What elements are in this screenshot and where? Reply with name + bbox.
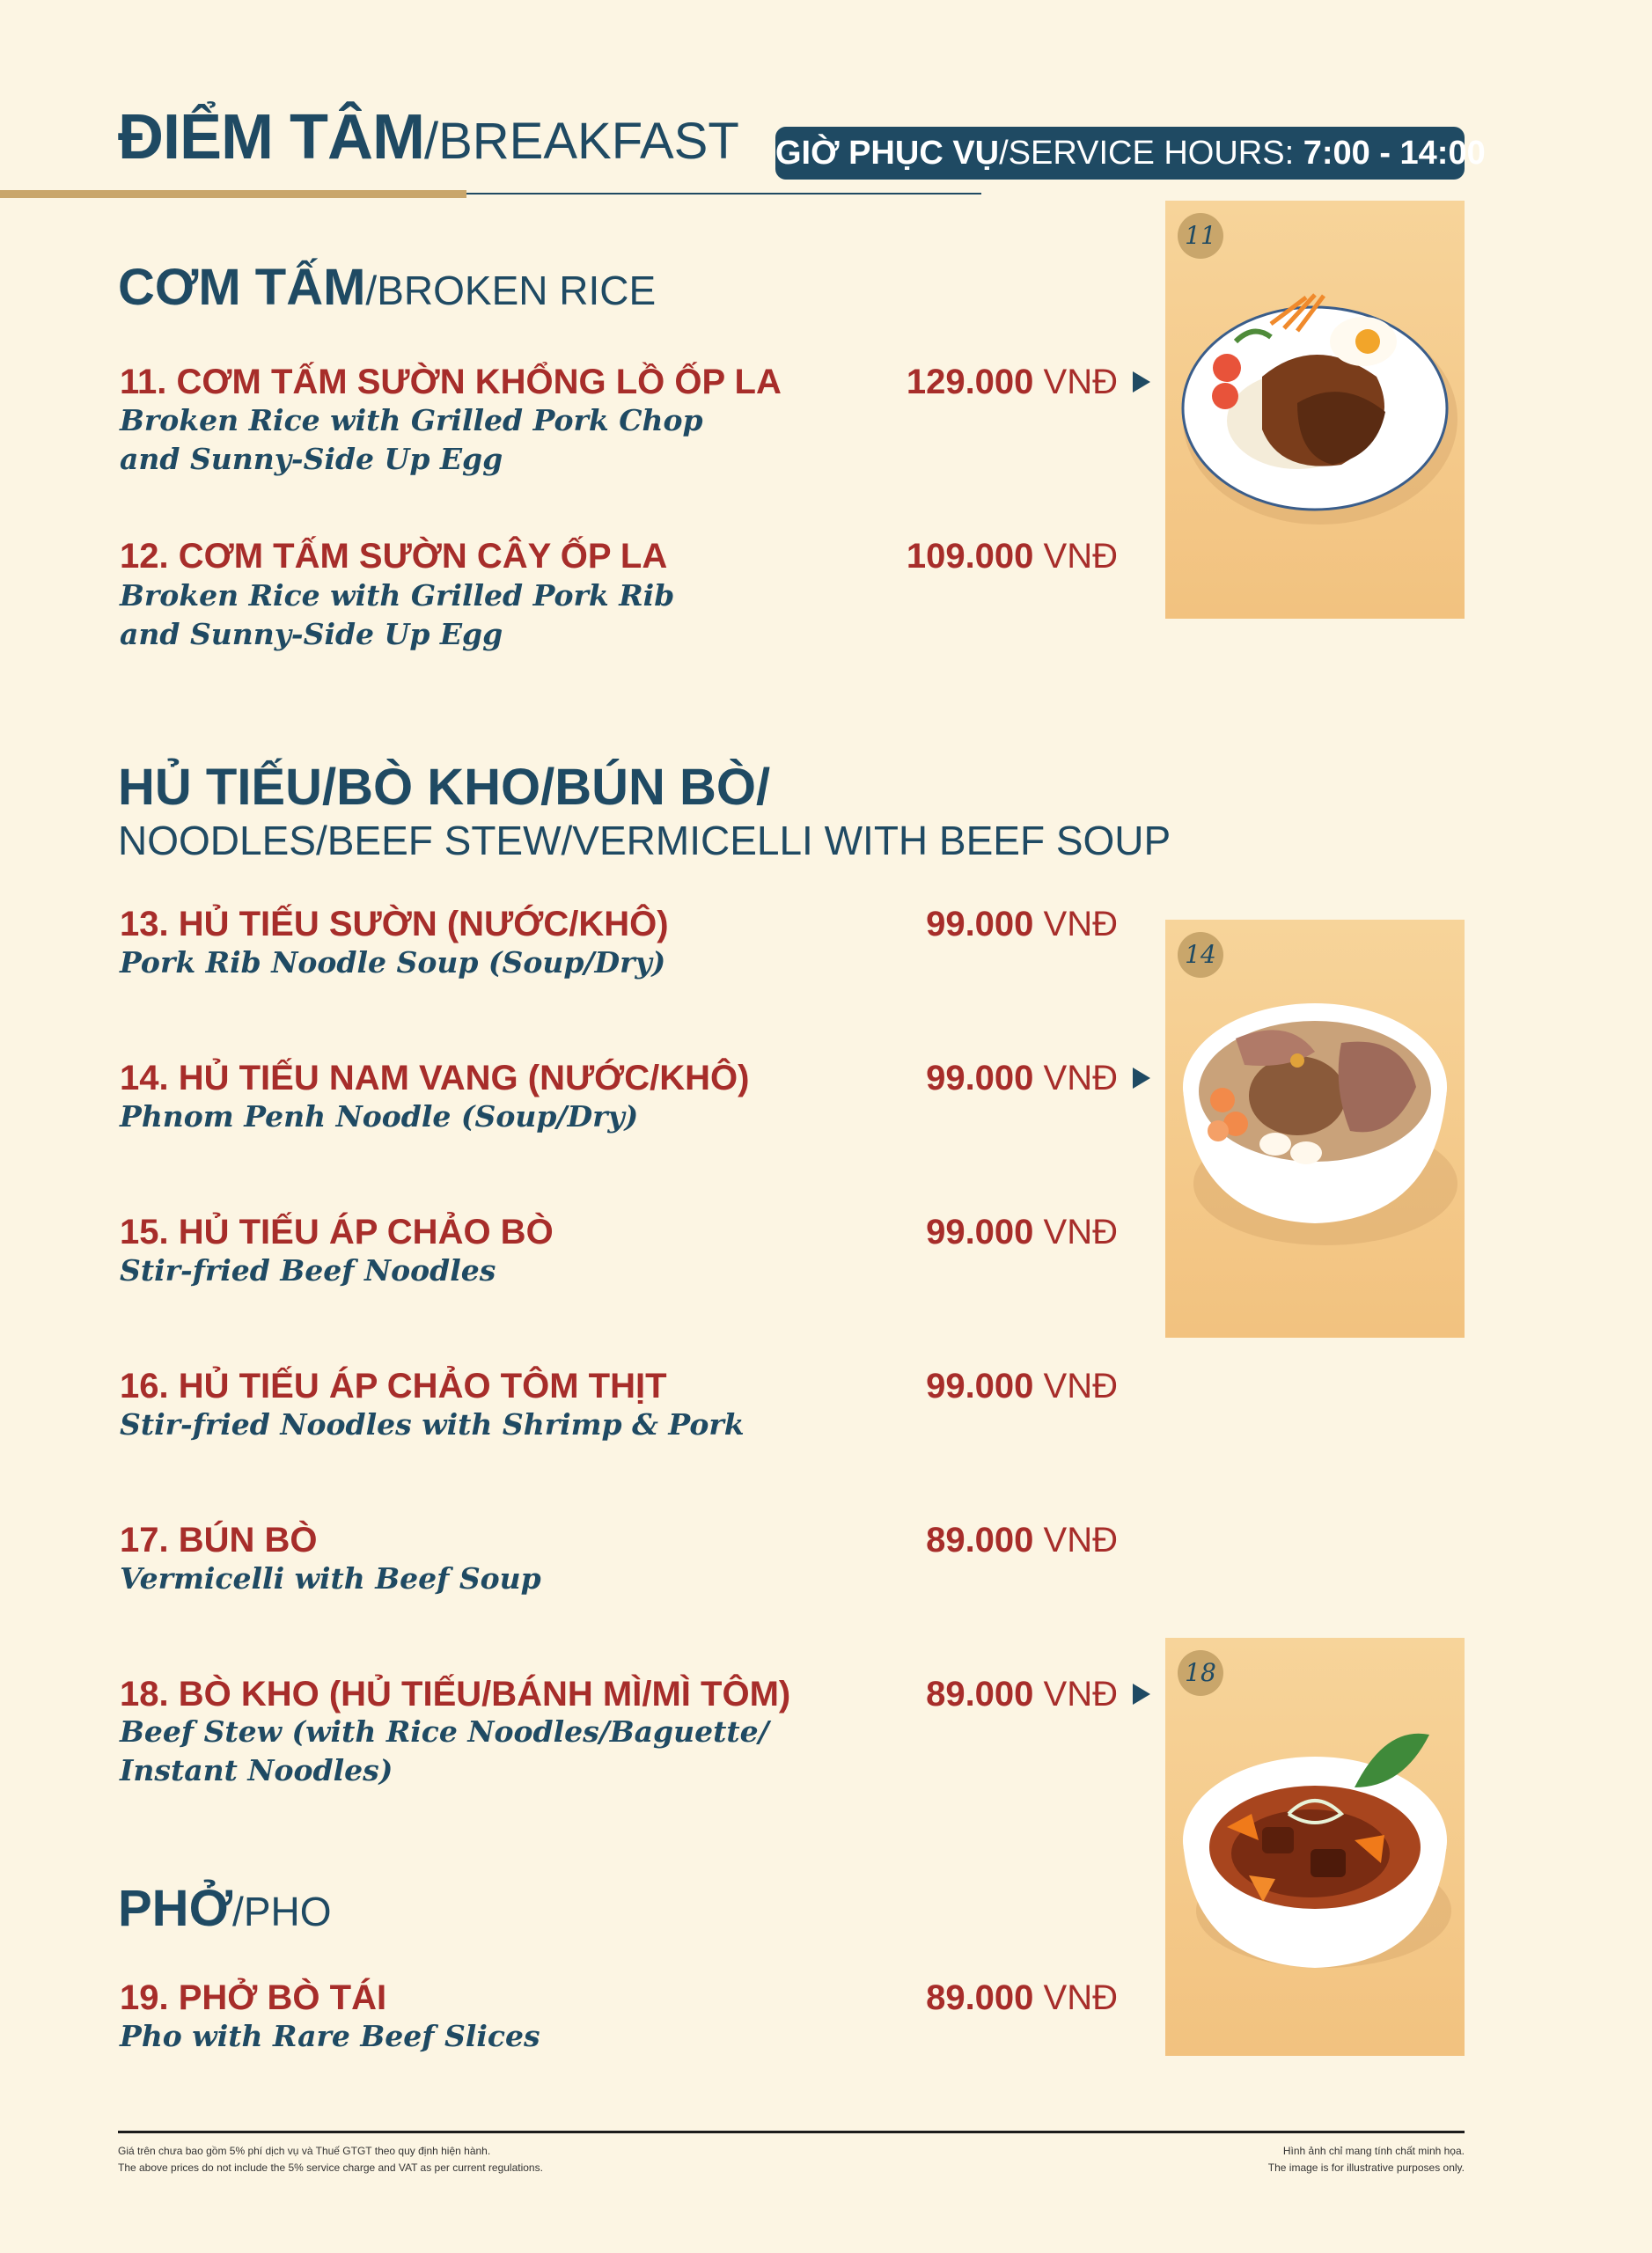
menu-item-price: 89.000 VNĐ <box>926 1978 1118 2017</box>
menu-item-description: Pho with Rare Beef Slices <box>120 2019 540 2053</box>
noodle-soup-illustration <box>1165 920 1465 1338</box>
menu-item-price: 89.000 VNĐ <box>926 1675 1118 1714</box>
section-subtitle-noodles: NOODLES/BEEF STEW/VERMICELLI WITH BEEF SOUP <box>118 818 1171 863</box>
menu-item-description: Broken Rice with Grilled Pork Rib and Sunny-Side Up Egg <box>120 578 675 651</box>
menu-item-price: 99.000 VNĐ <box>926 1059 1118 1097</box>
footer-price-note: Giá trên chưa bao gồm 5% phí dịch vụ và Thuế GTGT theo quy định hiện hành. The above prices do not include the 5% service charge and VAT as per current regulations. <box>118 2145 543 2174</box>
menu-item-name: 17. BÚN BÒ <box>120 1521 318 1559</box>
service-hours-badge: GIỜ PHỤC VỤ/SERVICE HOURS: 7:00 - 14:00 <box>775 127 1465 180</box>
menu-item-description: Stir-fried Beef Noodles <box>120 1253 496 1288</box>
menu-item-description: Phnom Penh Noodle (Soup/Dry) <box>120 1099 639 1134</box>
menu-item-description: Stir-fried Noodles with Shrimp & Pork <box>120 1407 745 1442</box>
menu-item-name: 11. CƠM TẤM SƯỜN KHỔNG LỒ ỐP LA <box>120 363 782 401</box>
section-title-pho: PHỞ/PHO <box>118 1880 332 1937</box>
menu-item-name: 13. HỦ TIẾU SƯỜN (NƯỚC/KHÔ) <box>120 905 669 943</box>
menu-item-price: 129.000 VNĐ <box>906 363 1118 401</box>
arrow-right-icon <box>1133 1684 1150 1705</box>
page-title: ĐIỂM TÂM/BREAKFAST <box>118 102 739 172</box>
photo-badge: 18 <box>1178 1650 1223 1696</box>
section-title-noodles: HỦ TIẾU/BÒ KHO/BÚN BÒ/ <box>118 759 771 816</box>
menu-item-price: 99.000 VNĐ <box>926 1213 1118 1251</box>
menu-item-description: Pork Rib Noodle Soup (Soup/Dry) <box>120 945 666 980</box>
menu-item-price: 109.000 VNĐ <box>906 537 1118 576</box>
menu-item-description: Vermicelli with Beef Soup <box>120 1561 541 1596</box>
thin-divider <box>466 193 981 194</box>
footer-divider <box>118 2131 1465 2133</box>
dish-photo-broken-rice <box>1165 201 1465 619</box>
menu-item-name: 18. BÒ KHO (HỦ TIẾU/BÁNH MÌ/MÌ TÔM) <box>120 1675 791 1714</box>
menu-item-description: Broken Rice with Grilled Pork Chop and Sunny-Side Up Egg <box>120 403 703 476</box>
dish-photo-beef-stew <box>1165 1638 1465 2056</box>
menu-item-name: 16. HỦ TIẾU ÁP CHẢO TÔM THỊT <box>120 1367 667 1405</box>
footer-image-note: Hình ảnh chỉ mang tính chất minh họa. The image is for illustrative purposes only. <box>1267 2145 1465 2174</box>
menu-item-name: 12. CƠM TẤM SƯỜN CÂY ỐP LA <box>120 537 668 576</box>
broken-rice-illustration <box>1165 201 1465 619</box>
beef-stew-illustration <box>1165 1638 1465 2056</box>
menu-item-price: 89.000 VNĐ <box>926 1521 1118 1559</box>
arrow-right-icon <box>1133 371 1150 393</box>
photo-badge: 14 <box>1178 932 1223 978</box>
gold-divider <box>0 190 466 198</box>
arrow-right-icon <box>1133 1068 1150 1089</box>
dish-photo-noodle-soup <box>1165 920 1465 1338</box>
menu-item-name: 15. HỦ TIẾU ÁP CHẢO BÒ <box>120 1213 554 1251</box>
photo-badge: 11 <box>1178 213 1223 259</box>
menu-item-price: 99.000 VNĐ <box>926 1367 1118 1405</box>
menu-item-name: 14. HỦ TIẾU NAM VANG (NƯỚC/KHÔ) <box>120 1059 750 1097</box>
menu-item-description: Beef Stew (with Rice Noodles/Baguette/ Instant Noodles) <box>120 1714 769 1787</box>
menu-item-name: 19. PHỞ BÒ TÁI <box>120 1978 387 2017</box>
section-title-broken-rice: CƠM TẤM/BROKEN RICE <box>118 259 657 316</box>
menu-item-price: 99.000 VNĐ <box>926 905 1118 943</box>
